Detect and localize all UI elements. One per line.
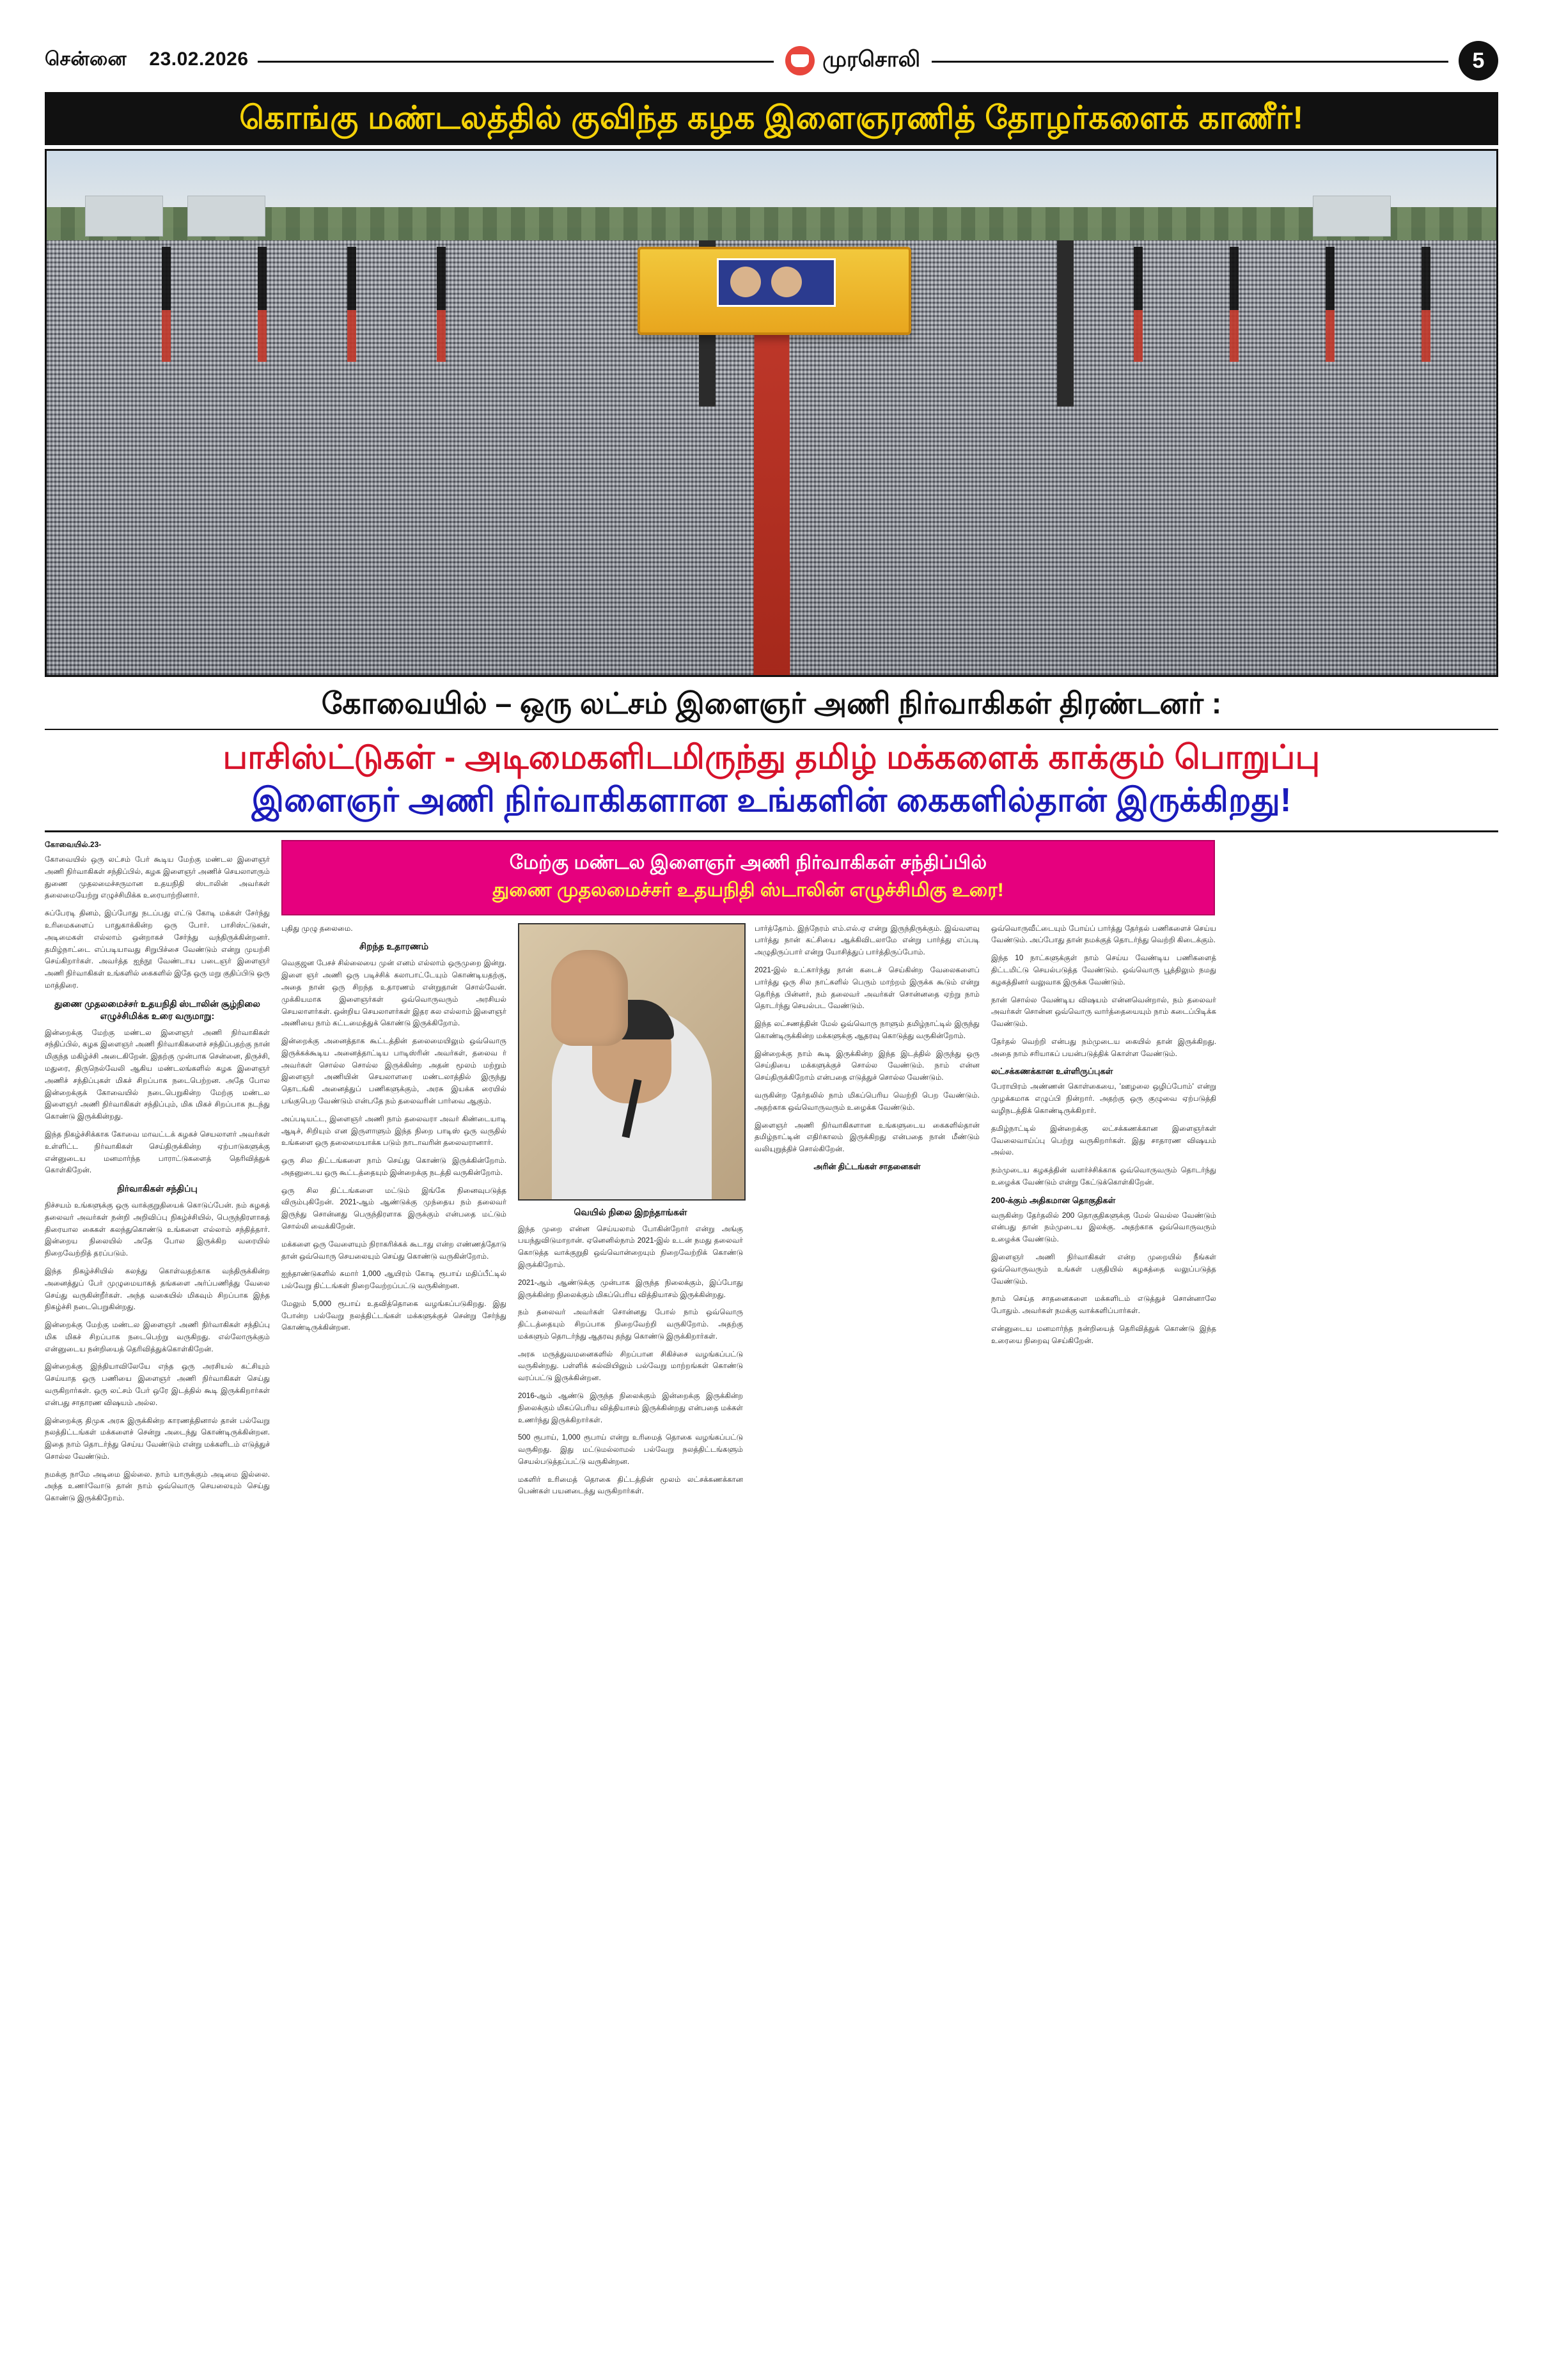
paragraph: ஐந்தாண்டுகளில் சுமார் 1,000 ஆயிரம் கோடி ரூபாய் மதிப்பீட்டில் பல்வேறு திட்டங்கள் நிறைவேற்றப்பட்டு வருகின்றன.	[281, 1270, 506, 1291]
paragraph: இந்த 10 நாட்களுக்குள் நாம் செய்ய வேண்டிய பணிகளைத் திட்டமிட்டு செயல்படுத்த வேண்டும். ஒவ்வொரு பூத்திலும் நமது கழகத்தினர் வலுவாக இருக்க வேண்டும்.	[991, 954, 1216, 986]
paragraph: இன்றைக்கு திமுக அரசு இருக்கின்ற காரணத்தினால் தான் பல்வேறு நலத்திட்டங்கள் மக்களைச் சென்று அடைந்து கொண்டிருக்கின்றன. இதை நாம் தொடர்ந்து செய்ய வேண்டும் என்று மக்களிடம் எடுத்துச் சொல்ல வேண்டும்.	[45, 1416, 270, 1461]
article-column-2	[281, 923, 506, 1504]
top-banner	[45, 92, 1498, 145]
photo-building	[85, 196, 163, 237]
article-column-5	[991, 923, 1216, 1504]
page-number: 5	[1459, 41, 1498, 81]
masthead	[45, 38, 1498, 83]
paragraph: இந்த முறை என்ன செய்யலாம் போகின்றோர் என்று அங்கு பயந்துவிடுமாறான். ஏனெனில்நாம் 2021-இல் உடன் நமது தலைவர் கொடுத்த வாக்குறுதி ஒவ்வொன்றையும் நிறைவேற்றிக் கொண்டு இருக்கிறோம்.	[518, 1224, 743, 1269]
column4-closing-heading: அரின் திட்டங்கள் சாதனைகள்	[813, 1162, 921, 1171]
paragraph: தமிழ்நாட்டில் இன்றைக்கு லட்சக்கணக்கான இளைஞர்கள் வேலைவாய்ப்பு பெற்று வருகிறார்கள். இது சாதாரண விஷயம் அல்ல.	[991, 1124, 1216, 1157]
photo-stage	[638, 247, 911, 335]
speaker-raised-hand	[551, 950, 628, 1046]
paragraph: இளைஞர் அணி நிர்வாகிகள் என்ற முறையில் நீங்கள் ஒவ்வொருவரும் உங்கள் பகுதியில் கழகத்தை வலுப்படுத்த வேண்டும்.	[991, 1253, 1216, 1286]
paragraph: இந்த லட்சணத்தின் மேல் ஒவ்வொரு நாளும் தமிழ்நாட்டில் இருந்து கொண்டிருக்கின்ற மக்களுக்கு ஆதரவு கொடுத்து வருகின்றோம்.	[755, 1020, 980, 1040]
main-headline-line2: இளைஞர் அணி நிர்வாகிகளான உங்களின் கைகளில்தான் இருக்கிறது!	[251, 781, 1292, 819]
paragraph: 2021-இல் உட்கார்ந்து நான் கடைச் செய்கின்ற வேலைகளைப் பார்த்து ஒரு சில நாட்களில் பெரும் மாற்றம் இருக்க கூடும் என்று தெரிந்த பின்னர், நம் தலைவர் அவர்கள் சொன்னதை ஏற்று நாம் தொடர்ந்து செயல்பட வேண்டும்.	[755, 965, 980, 1011]
photo-caption: கோவையில் – ஒரு லட்சம் இளைஞர் அணி நிர்வாகிகள் திரண்டனர் :	[321, 687, 1222, 720]
paragraph: மகளிர் உரிமைத் தொகை திட்டத்தின் மூலம் லட்சக்கணக்கான பெண்கள் பயனடைந்து வருகிறார்கள்.	[518, 1475, 743, 1496]
paragraph: பார்த்தோம். இந்நேரம் எம்.எல்.ஏ என்று இருந்திருக்கும். இவ்வளவு பார்த்து நான் கட்சியை ஆக்கிவிடலாமே என்று பார்த்து எப்படி அழுதிருப்பார் என்று யோசித்துப் பார்த்திருப்போம்.	[755, 924, 980, 957]
paragraph: இன்றைக்கு மேற்கு மண்டல இளைஞர் அணி நிர்வாகிகள் சந்திப்பு மிக மிகச் சிறப்பாக நடைபெற்று வருகிறது. எல்லோருக்கும் என்னுடைய நன்றியைத் தெரிவித்துக்கொள்கிறேன்.	[45, 1321, 270, 1353]
paragraph: அப்படியட்ட, இளைஞர் அணி நாம் தலைவரா அவர் கிண்டையாடி ஆடிச், சிறியும் என இருளாளும் இந்த நிறை பாடிஸ் ஒரு வருதில் உங்களை ஒரு தலைமையாக்க படும் நாடாவரின் தலைவரானார்.	[281, 1114, 506, 1147]
dateline: கோவையில்.23-	[45, 840, 102, 850]
main-headline-line1: பாசிஸ்ட்டுகள் - அடிமைகளிடமிருந்து தமிழ் மக்களைக் காக்கும் பொறுப்பு	[223, 739, 1320, 776]
column1-subheading-2: நிர்வாகிகள் சந்திப்பு	[117, 1183, 198, 1194]
paragraph: இன்றைக்கு இந்தியாவிலேயே எந்த ஒரு அரசியல் கட்சியும் செய்யாத ஒரு பணியை இளைஞர் அணி நிர்வாகிகள் செய்து வருகிறார்கள். ஒரு லட்சம் பேர் ஒரே இடத்தில் கூடி இருக்கிறார்கள் என்பது சாதாரண விஷயம் அல்ல.	[45, 1362, 270, 1407]
paragraph: இந்த நிகழ்ச்சியில் கலந்து கொள்வதற்காக வந்திருக்கின்ற அனைத்துப் பேர் முழுமையாகத் தங்களை அர்ப்பணித்து வேலை செய்து வருகின்றீர்கள். அந்த வகையில் மிகவும் சிறப்பாக இந்த நிகழ்ச்சி நடைபெறுகின்றது.	[45, 1266, 270, 1312]
photo-flag	[162, 247, 171, 362]
brand	[774, 46, 932, 75]
column5-subheading-2: 200-க்கும் அதிகமான தொகுதிகள்	[991, 1195, 1116, 1205]
column5-subheading-1: லட்சக்கணக்கான உள்ளிருப்புகள்	[991, 1066, 1113, 1077]
paragraph: நம் தலைவர் அவர்கள் சொன்னது போல் நாம் ஒவ்வொரு திட்டத்தையும் சிறப்பாக நிறைவேற்றி வருகிறோம். அதற்கு மக்களும் தொடர்ந்து ஆதரவு தந்து கொண்டு இருக்கிறார்கள்.	[518, 1308, 743, 1341]
main-headline	[45, 736, 1498, 825]
divider-2	[45, 830, 1498, 832]
paragraph: மேலும் 5,000 ரூபாய் உதவித்தொகை வழங்கப்படுகிறது. இது போன்ற பல்வேறு நலத்திட்டங்கள் மக்களுக்குச் சென்று சேர்ந்து கொண்டிருக்கின்றன.	[281, 1299, 506, 1332]
speaker-photo	[518, 923, 746, 1201]
paragraph: மக்களை ஒரு வேளையும் நிராகரிக்கக் கூடாது என்ற எண்ணத்தோடு தான் ஒவ்வொரு செயலையும் செய்து கொண்டு வருகின்றோம்.	[281, 1240, 506, 1261]
paragraph: 2016-ஆம் ஆண்டு இருந்த நிலைக்கும் இன்றைக்கு இருக்கின்ற நிலைக்கும் மிகப்பெரிய வித்தியாசம் இருக்கின்றது என்பதை மக்கள் உணர்ந்து இருக்கிறார்கள்.	[518, 1391, 743, 1424]
paragraph: அரசு மருத்துவமனைகளில் சிறப்பான சிகிச்சை வழங்கப்பட்டு வருகின்றது. பள்ளிக் கல்வியிலும் பல்வேறு மாற்றங்கள் கொண்டு வரப்பட்டு இருக்கின்றன.	[518, 1349, 743, 1383]
paragraph: சுப்பேரடி தினம், இப்போது நடப்பது எட்டு கோடி மக்கள் சேர்ந்து உரிமைகளைப் பாதுகாக்கின்ற ஒரு போர். பாசிஸ்ட்டுகள், அடிமைகள் எல்லாம் ஒன்றாகச் சேர்ந்து வந்திருக்கின்றனர். தமிழ்நாட்டை எப்படியாவது சிறுபிச்சை வேண்டும் என்று முயற்சி செய்கிறார்கள். அவர்த்த ஐந்நூ வேண்டாய படைஞர் இளைஞர் அணி நிர்வாகிகள் உங்களில் கைகளில் இதே ஒரு மறு குதிப்பிடு ஒரு மாத்திரை.	[45, 909, 270, 990]
paragraph: ஒவ்வொருவீட்டையும் போய்ப் பார்த்து தேர்தல் பணிகளைச் செய்ய வேண்டும். அப்போது தான் நமக்குத் தொடர்ந்து வெற்றி கிடைக்கும்.	[991, 924, 1216, 945]
article-column-1	[45, 840, 270, 1511]
paragraph: 500 ரூபாய், 1,000 ரூபாய் என்று உரிமைத் தொகை வழங்கப்பட்டு வருகிறது. இது மட்டுமல்லாமல் பல்வேறு நலத்திட்டங்களும் செயல்படுத்தப்பட்டு வருகின்றன.	[518, 1433, 743, 1466]
photo-stage-screen	[717, 258, 836, 307]
top-banner-headline: கொங்கு மண்டலத்தில் குவிந்த கழக இளைஞரணித் தோழர்களைக் காணீர்!	[239, 100, 1304, 136]
photo-light-tower	[1057, 240, 1074, 407]
paragraph: வருகின்ற தேர்தலில் 200 தொகுதிகளுக்கு மேல் வெல்ல வேண்டும் என்பது தான் நம்முடைய இலக்கு. அதற்காக ஒவ்வொருவரும் உழைக்க வேண்டும்.	[991, 1211, 1216, 1244]
paragraph: 2021-ஆம் ஆண்டுக்கு முன்பாக இருந்த நிலைக்கும், இப்போது இருக்கின்ற நிலைக்கும் மிகப்பெரிய வித்தியாசம் இருக்கின்றது.	[518, 1278, 743, 1299]
article-column-3	[518, 923, 743, 1504]
photo-flag	[1422, 247, 1430, 362]
paragraph: புதிது முழு தலைமை.	[281, 924, 353, 933]
paragraph: இந்த நிகழ்ச்சிக்காக கோவை மாவட்டக் கழகச் செயலாளர் அவர்கள் உள்ளிட்ட நிர்வாகிகள் செய்திருக்கின்ற ஏற்பாடுகளுக்கு என்னுடைய மனமார்ந்த பாராட்டுகளைத் தெரிவித்துக் கொள்கிறேன்.	[45, 1130, 270, 1175]
article-center-block	[281, 840, 1215, 1504]
paragraph: என்னுடைய மனமார்ந்த நன்றியைத் தெரிவித்துக் கொண்டு இந்த உரையை நிறைவு செய்கிறேன்.	[991, 1324, 1216, 1345]
photo-flag	[437, 247, 446, 362]
rising-sun-logo-icon	[785, 46, 815, 75]
paragraph: இன்றைக்கு நாம் கூடி இருக்கின்ற இந்த இடத்தில் இருந்து ஒரு செய்தியை மக்களுக்குச் சொல்ல வேண்டும். நாம் என்ன செய்திருக்கிறோம் என்பதை எடுத்துச் சொல்ல வேண்டும்.	[755, 1049, 980, 1082]
pink-box-line2: துணை முதலமைச்சர் உதயநிதி ஸ்டாலின் எழுச்சிமிகு உரை!	[492, 880, 1004, 901]
photo-flag	[258, 247, 267, 362]
paragraph: கோவையில் ஒரு லட்சம் பேர் கூடிய மேற்கு மண்டல இளைஞர் அணி நிர்வாகிகள் சந்திப்பில், கழக இளைஞர் அணிச் செயலாளரும் துணை முதலமைச்சருமான உதயநிதி ஸ்டாலின் அவர்கள் தலைமையேற்று எழுச்சிமிக்க உரையாற்றினார்.	[45, 855, 270, 900]
photo-building	[187, 196, 265, 237]
paragraph: வருகின்ற தேர்தலில் நாம் மிகப்பெரிய வெற்றி பெற வேண்டும். அதற்காக ஒவ்வொருவரும் உழைக்க வேண்டும்.	[755, 1091, 980, 1112]
paragraph: இளைஞர் அணி நிர்வாகிகளான உங்களுடைய கைகளில்தான் தமிழ்நாட்டின் எதிர்காலம் இருக்கிறது என்பதை நான் மீண்டும் வலியுறுத்திச் சொல்கிறேன்.	[755, 1121, 980, 1154]
masthead-rule-left	[258, 61, 774, 63]
paragraph: நமக்கு நாமே அடிமை இல்லை. நாம் யாருக்கும் அடிமை இல்லை. அந்த உணர்வோடு தான் நாம் ஒவ்வொரு செயலையும் செய்து கொண்டு இருக்கிறோம்.	[45, 1470, 270, 1503]
column3-heading: வெயில் நிலை இறந்தாங்கள்	[574, 1206, 687, 1217]
paragraph: தேர்தல் வெற்றி என்பது நம்முடைய கையில் தான் இருக்கிறது. அதை நாம் சரியாகப் பயன்படுத்திக் கொள்ள வேண்டும்.	[991, 1037, 1216, 1058]
paragraph: ஒரு சில திட்டங்களை நாம் செய்து கொண்டு இருக்கின்றோம். அதனுடைய ஒரு கூட்டத்தையும் இன்றைக்கு நடத்தி வருகின்றோம்.	[281, 1156, 506, 1177]
rally-photo	[45, 149, 1498, 677]
pink-box-line1: மேற்கு மண்டல இளைஞர் அணி நிர்வாகிகள் சந்திப்பில்	[509, 852, 987, 874]
photo-flag	[1326, 247, 1335, 362]
article-column-4	[755, 923, 980, 1504]
publication-name: முரசொலி	[822, 47, 921, 72]
paragraph: இன்றைக்கு அனைத்தாக கூட்டத்தின் தலைமையிலும் ஒவ்வொரு இருக்கக்கூடிய அனைத்தாட்டிய பாடிஸ்ரின் அவர்கள், தலைவ ர் அவர்கள் சொல்ல சொல்ல இருக்கின்ற அதன் மூலம் மற்றும் இளைஞர் அணியின் செயலாளரை மண்டலாத்தில் இருந்து தொடங்கி அனைத்துப் பணிகளுக்கும், அரசு இயக்க ரையில் பங்குபெற வேண்டும் என்பதே நம் தலைவரின் பார்வை ஆகும்.	[281, 1037, 506, 1105]
pink-callout-box	[281, 840, 1215, 915]
divider	[45, 729, 1498, 730]
paragraph: நாம் செய்த சாதனைகளை மக்களிடம் எடுத்துச் சொன்னாலே போதும். அவர்கள் நமக்கு வாக்களிப்பார்கள்.	[991, 1295, 1216, 1316]
center-columns	[281, 923, 1215, 1504]
photo-flag	[1134, 247, 1143, 362]
publication-date: 23.02.2026	[149, 49, 249, 70]
masthead-rule-right	[932, 61, 1448, 63]
paragraph: இன்றைக்கு மேற்கு மண்டல இளைஞர் அணி நிர்வாகிகள் சந்திப்பில், கழக இளைஞர் அணி நிர்வாகிகளைச் சந்திப்பதற்கு நான் மிகுந்த மகிழ்ச்சி அடைகிறேன். இதற்கு முன்பாக சென்னை, திருச்சி, மதுரை, திருநெல்வேலி ஆகிய மண்டலங்களில் கழக இளைஞர் அணிச் சந்திப்புகள் மிகச் சிறப்பாக நடைபெற்றன. அதே போல இன்றைக்குக் கோவையில் நடைபெறுகின்ற மேற்கு மண்டல இளைஞர் அணி நிர்வாகிகள் சந்திப்பும், மிக மிகச் சிறப்பாக நடந்து கொண்டு இருக்கின்றது.	[45, 1028, 270, 1121]
paragraph: நான் சொல்ல வேண்டிய விஷயம் என்னவென்றால், நம் தலைவர் அவர்கள் சொன்ன ஒவ்வொரு வார்த்தையையும் நாம் கடைப்பிடிக்க வேண்டும்.	[991, 995, 1216, 1029]
column1-subheading: துணை முதலமைச்சர் உதயநிதி ஸ்டாலின் சூழ்நிலை எழுச்சிமிக்க உரை வருமாறு:	[54, 998, 260, 1021]
photo-center-aisle	[753, 290, 790, 677]
paragraph: ஒரு சில திட்டங்களை மட்டும் இங்கே நினைவுபடுத்த விரும்புகிறேன். 2021-ஆம் ஆண்டுக்கு முந்தைய நம் தலைவர் இருந்து சொன்னது பெருந்திரளாக இருக்கும் என்பதை மட்டும் சொல்லி வைக்கிறேன்.	[281, 1186, 506, 1231]
article-body	[45, 840, 1498, 1511]
paragraph: வெகுஜன பேசச் சில்லையை முன் எனம் எல்லாம் ஒருமுறை இன்று. இளை ஞர் அணி ஒரு படிச்சிக் கலாபாட்டேயும் கொண்டியதற்கு, அதை நான் ஒரு சிறந்த உதாரணம் என்றுதான் சொல்வேன். முக்கியமாக இளைஞர்கள் ஒவ்வொருவரும் அரசியல் செயலாளர்கள். ஒன்றிய செயலாளர்கள் இதர கல எல்லாம் இளைஞர் அணியை நாம் கட்டமைத்துக் கொண்டு இருக்கிறோம்.	[281, 959, 506, 1028]
photo-flag	[347, 247, 356, 362]
photo-flag	[1230, 247, 1239, 362]
paragraph: நம்முடைய கழகத்தின் வளர்ச்சிக்காக ஒவ்வொருவரும் தொடர்ந்து உழைக்க வேண்டும் என்று கேட்டுக்கொள்கிறேன்.	[991, 1166, 1216, 1186]
edition-date	[45, 49, 258, 73]
column2-heading: சிறந்த உதாரணம்	[359, 941, 428, 952]
paragraph: நிச்சயம் உங்களுக்கு ஒரு வாக்குறுதியைக் கொடுப்பேன். நம் கழகத் தலைவர் அவர்கள் நன்றி அறிவிப்பு நிகழ்ச்சியில், பெருந்திரளாகத் திரையால கைகள் கலந்துகொண்டு உங்களை எல்லாம் சந்தித்தார். இன்றைய நிலையில் அதே போல இருக்கிற வரையில் நிறைவேற்றித் தரப்படும்.	[45, 1201, 270, 1258]
paragraph: பேராயிரம் அண்ணன் கொள்கையை, 'ஊழலை ஒழிப்போம்' என்று முழக்கமாக எழுப்பி நின்றார். அதற்கு ஒரு குழுவை ஏற்படுத்தி வழிநடத்திக் கொண்டிருக்கிறார்.	[991, 1082, 1216, 1115]
edition-city: சென்னை	[45, 49, 127, 70]
photo-building	[1313, 196, 1391, 237]
